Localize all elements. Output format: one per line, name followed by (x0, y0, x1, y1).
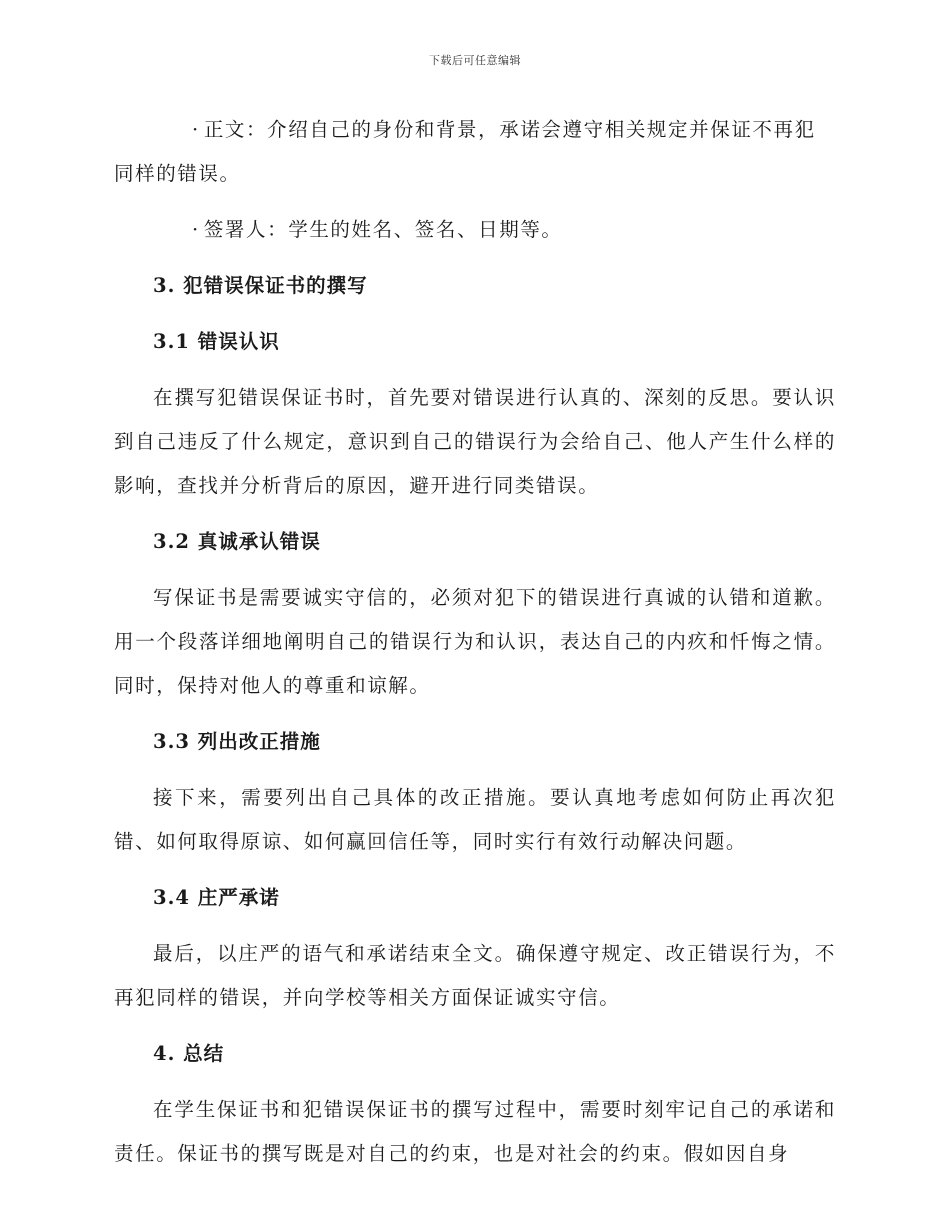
bullet-body-text (114, 108, 836, 196)
bullet-dot-icon: · (192, 218, 200, 241)
section-heading-3: 3. 犯错误保证书的撰写 (153, 274, 368, 297)
paragraph-3-1: 在撰写犯错误保证书时，首先要对错误进行认真的、深刻的反思。要认识到自己违反了什么规定，意识到自己的错误行为会给自己、他人产生什么样的影响，查找并分析背后的原因，避开进行同类错误。 (114, 386, 836, 497)
paragraph-4: 在学生保证书和犯错误保证书的撰写过程中，需要时刻牢记自己的承诺和责任。保证书的撰写既是对自己的约束，也是对社会的约束。假如因自身 (114, 1098, 836, 1165)
subsection-heading-3-3: 3.3 列出改正措施 (153, 730, 321, 753)
paragraph-3-3: 接下来，需要列出自己具体的改正措施。要认真地考虑如何防止再次犯错、如何取得原谅、如何赢回信任等，同时实行有效行动解决问题。 (114, 786, 836, 853)
subsection-heading-3-4: 3.4 庄严承诺 (153, 886, 280, 909)
subsection-heading-3-1: 3.1 错误认识 (153, 330, 280, 353)
section-heading-4: 4. 总结 (153, 1042, 225, 1065)
subsection-heading-3-2: 3.2 真诚承认错误 (153, 530, 321, 553)
bullet-signatory (114, 208, 836, 252)
bullet-dot-icon: · (192, 118, 200, 141)
paragraph-3-2: 写保证书是需要诚实守信的，必须对犯下的错误进行真诚的认错和道歉。用一个段落详细地阐明自己的错误行为和认识，表达自己的内疚和忏悔之情。同时，保持对他人的尊重和谅解。 (114, 586, 836, 697)
bullet-text: 正文：介绍自己的身份和背景，承诺会遵守相关规定并保证不再犯同样的错误。 (114, 118, 816, 185)
header-note: 下载后可任意编辑 (429, 54, 521, 67)
document-body (114, 108, 836, 1188)
paragraph-3-4: 最后，以庄严的语气和承诺结束全文。确保遵守规定、改正错误行为，不再犯同样的错误，并向学校等相关方面保证诚实守信。 (114, 942, 836, 1009)
bullet-text: 签署人：学生的姓名、签名、日期等。 (203, 218, 563, 241)
